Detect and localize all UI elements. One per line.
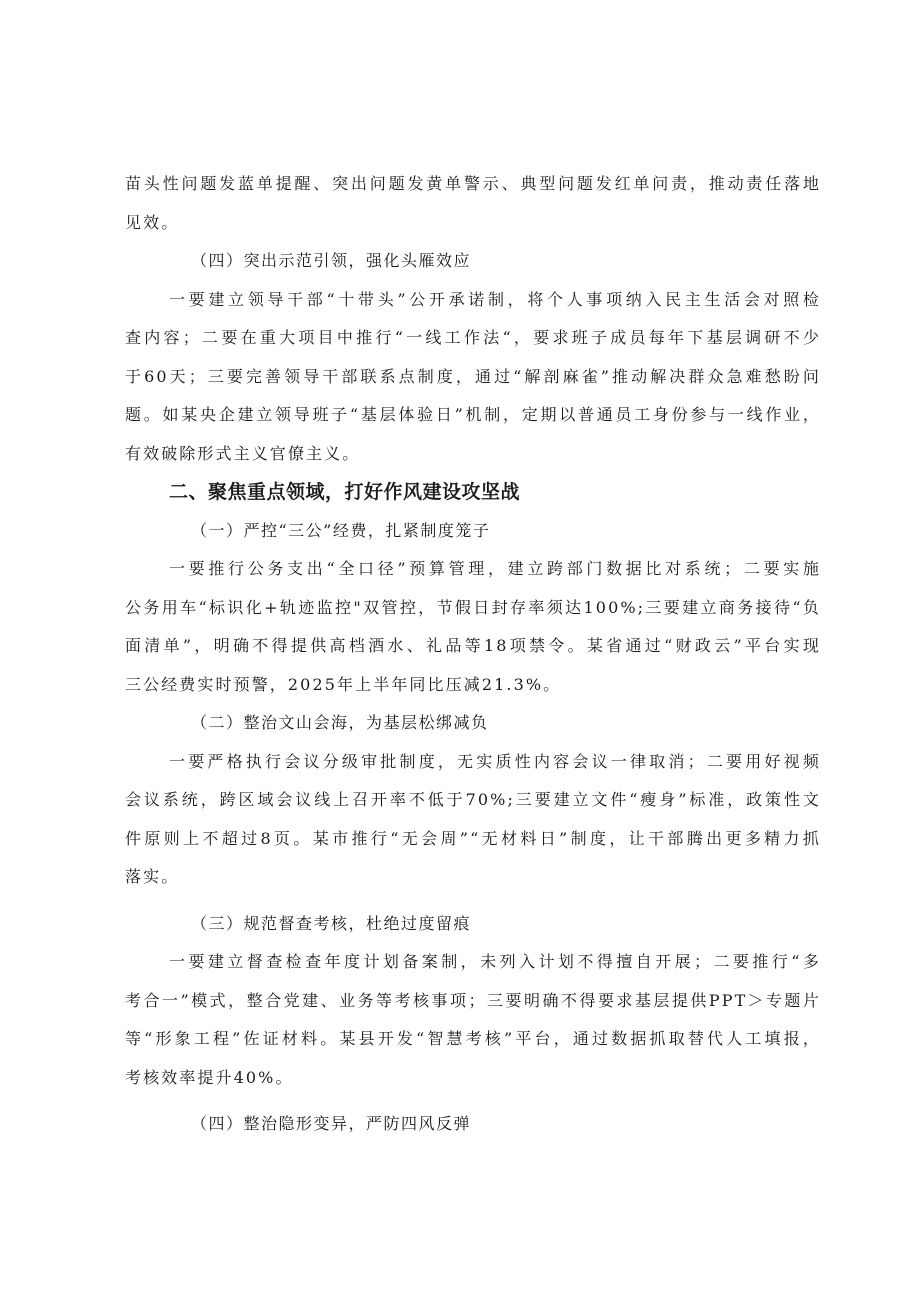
section-heading: 二、聚焦重点领域，打好作风建设攻坚战: [169, 481, 521, 503]
text-line: 公务用车“标识化+轨迹监控"双管控，节假日封存率须达100%;三要建立商务接待“负: [125, 597, 821, 617]
subsection-title: （三）规范督查考核，杜绝过度留痕: [191, 913, 472, 933]
text-line: 落实。: [125, 867, 180, 886]
text-line: 题。如某央企建立领导班子“基层体验日”机制，定期以普通员工身份参与一线作业，: [125, 405, 821, 424]
subsection-title: （二）整治文山会海，为基层松绑减负: [191, 713, 489, 732]
paragraph: [125, 943, 821, 1097]
paragraph: [125, 165, 821, 242]
paragraph: [125, 281, 821, 474]
text-line: 苗头性问题发蓝单提醒、突出问题发黄单警示、典型问题发红单问责，推动责任落地: [125, 174, 821, 193]
document-body: [125, 165, 821, 1144]
text-line: 于60天；三要完善领导干部联系点制度，通过“解剖麻雀”推动解决群众急难愁盼问: [125, 366, 821, 386]
text-line: 有效破除形式主义官僚主义。: [125, 443, 361, 463]
text-line: 查内容；二要在重大项目中推行“一线工作法“，要求班子成员每年下基层调研不少: [125, 328, 821, 347]
text-line: 一要建立督查检查年度计划备案制，未列入计划不得擅自开展；二要推行“多: [169, 952, 821, 971]
subsection-title: （四）突出示范引领，强化头雁效应: [191, 251, 472, 270]
text-line: 会议系统，跨区域会议线上召开率不低于70%;三要建立文件“瘦身”标准，政策性文: [125, 790, 821, 809]
text-line: 见效。: [125, 212, 180, 232]
subsection-title: （四）整治隐形变异，严防四风反弹: [191, 1114, 472, 1133]
text-line: 三公经费实时预警，2025年上半年同比压减21.3%。: [125, 674, 562, 694]
text-line: 考合一”模式，整合党建、业务等考核事项；三要明确不得要求基层提供PPT＞专题片: [125, 990, 821, 1010]
paragraph: [125, 743, 821, 897]
paragraph: [125, 550, 821, 704]
text-line: 等“形象工程”佐证材料。某县开发“智慧考核”平台，通过数据抓取替代人工填报，: [125, 1029, 821, 1048]
text-line: 一要推行公务支出“全口径”预算管理，建立跨部门数据比对系统；二要实施: [169, 559, 821, 578]
text-line: 考核效率提升40%。: [125, 1067, 294, 1087]
text-line: 件原则上不超过8页。某市推行“无会周”“无材料日”制度，让干部腾出更多精力抓: [125, 828, 821, 848]
subsection-title: （一）严控“三公”经费，扎紧制度笼子: [191, 520, 491, 540]
text-line: 面清单”，明确不得提供高档酒水、礼品等18项禁令。某省通过“财政云”平台实现: [125, 636, 821, 655]
text-line: 一要建立领导干部“十带头”公开承诺制，将个人事项纳入民主生活会对照检: [169, 289, 821, 309]
text-line: 一要严格执行会议分级审批制度，无实质性内容会议一律取消；二要用好视频: [169, 751, 821, 771]
